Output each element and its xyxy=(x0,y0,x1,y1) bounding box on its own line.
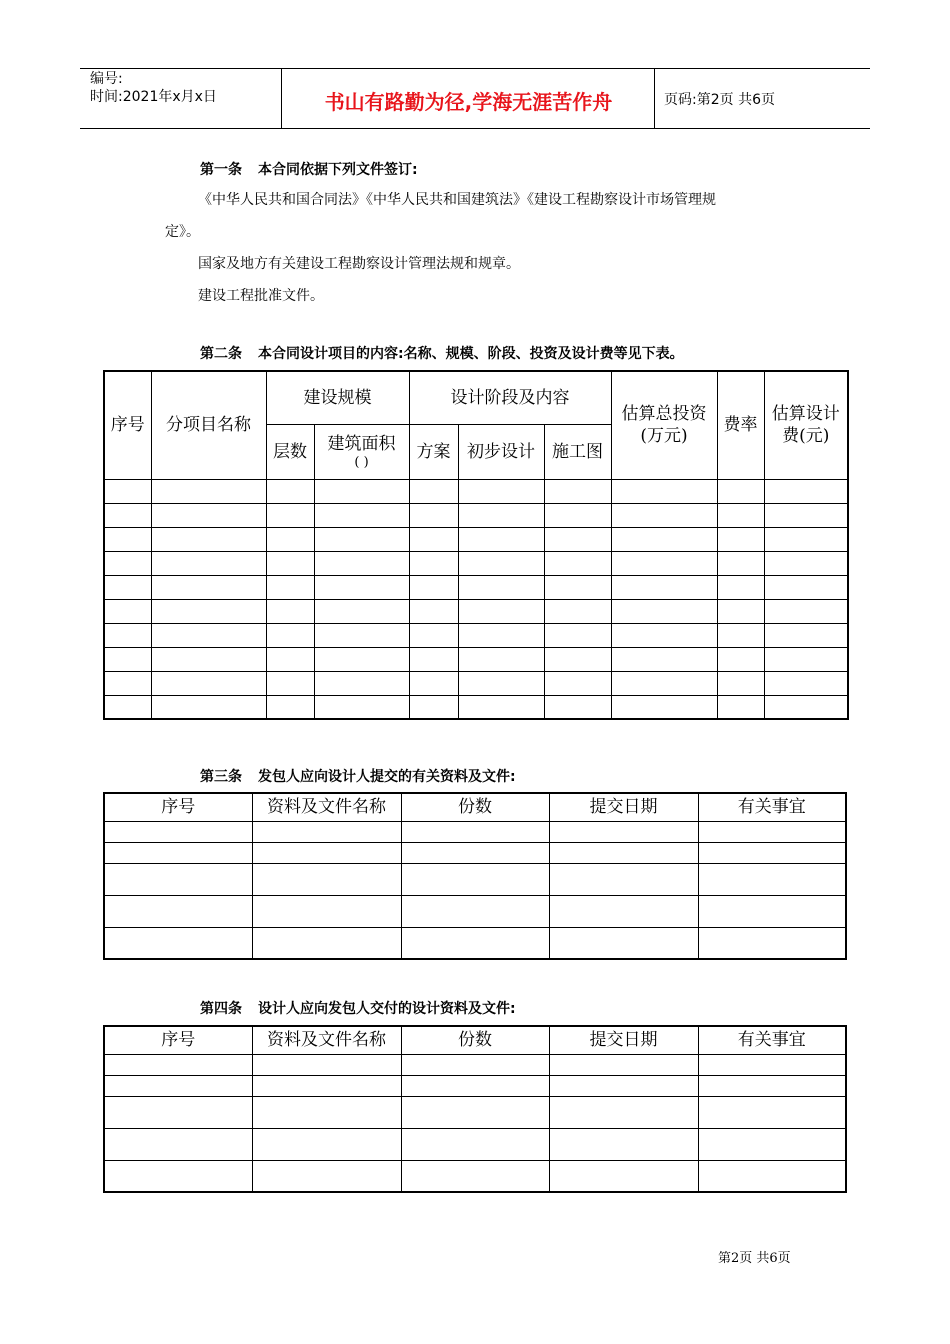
table-cell[interactable] xyxy=(104,1160,252,1192)
table-cell[interactable] xyxy=(401,863,549,895)
table-cell[interactable] xyxy=(717,599,764,623)
table-cell[interactable] xyxy=(151,695,266,719)
table-cell[interactable] xyxy=(409,527,458,551)
article4-heading xyxy=(200,998,516,1018)
table-cell[interactable] xyxy=(764,623,848,647)
article3-title: 发包人应向设计人提交的有关资料及文件: xyxy=(258,769,516,785)
table-row xyxy=(104,842,846,863)
table-cell[interactable] xyxy=(151,671,266,695)
table-cell[interactable] xyxy=(104,503,151,527)
article4-title: 设计人应向发包人交付的设计资料及文件: xyxy=(258,1001,516,1017)
table-cell[interactable] xyxy=(401,927,549,959)
article1-line2: 定》。 xyxy=(165,224,200,240)
table-cell[interactable] xyxy=(401,842,549,863)
header-cell-doc-name: 资料及文件名称 xyxy=(252,1026,401,1054)
table-row xyxy=(104,599,848,623)
client-documents-table xyxy=(103,792,847,960)
table-cell[interactable] xyxy=(717,671,764,695)
table-cell[interactable] xyxy=(401,1054,549,1075)
document-time: 时间:2021年x月x日 xyxy=(90,89,217,105)
table-cell[interactable] xyxy=(104,599,151,623)
table-cell[interactable] xyxy=(611,479,717,503)
table-cell[interactable] xyxy=(104,623,151,647)
article1-line1: 《中华人民共和国合同法》《中华人民共和国建筑法》《建设工程勘察设计市场管理规 xyxy=(198,192,716,208)
table-cell[interactable] xyxy=(401,1075,549,1096)
table-cell[interactable] xyxy=(151,551,266,575)
table-row xyxy=(104,1054,846,1075)
table-cell[interactable] xyxy=(104,575,151,599)
table-cell[interactable] xyxy=(314,551,409,575)
table-cell[interactable] xyxy=(314,575,409,599)
article2-heading xyxy=(200,343,684,363)
header-cell-prelim: 初步设计 xyxy=(458,424,544,479)
table-row xyxy=(104,863,846,895)
table-cell[interactable] xyxy=(458,623,544,647)
table-cell[interactable] xyxy=(549,1096,698,1128)
header-cell-scheme: 方案 xyxy=(409,424,458,479)
header-cell-investment xyxy=(611,371,717,479)
table-cell[interactable] xyxy=(104,695,151,719)
header-cell-date: 提交日期 xyxy=(549,1026,698,1054)
table-cell[interactable] xyxy=(549,895,698,927)
table-cell[interactable] xyxy=(717,503,764,527)
article2-number: 第二条 xyxy=(200,346,242,362)
table-cell[interactable] xyxy=(549,1160,698,1192)
table-cell[interactable] xyxy=(764,575,848,599)
header-cell-date: 提交日期 xyxy=(549,793,698,821)
project-content-table xyxy=(103,370,849,720)
header-cell-matters: 有关事宜 xyxy=(698,793,846,821)
table-cell[interactable] xyxy=(611,551,717,575)
header-cell-seq: 序号 xyxy=(104,793,252,821)
article1-line3: 国家及地方有关建设工程勘察设计管理法规和规章。 xyxy=(198,256,520,272)
table-cell[interactable] xyxy=(764,671,848,695)
table-cell[interactable] xyxy=(151,647,266,671)
table-cell[interactable] xyxy=(544,695,611,719)
header-motto: 书山有路勤为径,学海无涯苦作舟 xyxy=(324,90,613,114)
table-cell[interactable] xyxy=(458,527,544,551)
table-cell[interactable] xyxy=(764,695,848,719)
article4-number: 第四条 xyxy=(200,1001,242,1017)
header-cell-copies: 份数 xyxy=(401,793,549,821)
table-row xyxy=(104,1075,846,1096)
table-cell[interactable] xyxy=(409,599,458,623)
article3-number: 第三条 xyxy=(200,769,242,785)
table-cell[interactable] xyxy=(104,1075,252,1096)
table-cell[interactable] xyxy=(409,479,458,503)
footer-page-number: 第2页 共6页 xyxy=(718,1251,791,1266)
area-label: 建筑面积 xyxy=(327,433,396,454)
table-cell[interactable] xyxy=(266,575,314,599)
table-cell[interactable] xyxy=(458,551,544,575)
header-cell-rate: 费率 xyxy=(717,371,764,479)
table-cell[interactable] xyxy=(314,527,409,551)
table-cell[interactable] xyxy=(266,647,314,671)
table-cell[interactable] xyxy=(544,623,611,647)
table-cell[interactable] xyxy=(266,671,314,695)
table-cell[interactable] xyxy=(764,647,848,671)
table-cell[interactable] xyxy=(698,927,846,959)
table-cell[interactable] xyxy=(458,671,544,695)
table-cell[interactable] xyxy=(252,895,401,927)
table-row xyxy=(104,575,848,599)
table-cell[interactable] xyxy=(266,503,314,527)
table-cell[interactable] xyxy=(549,821,698,842)
header-cell-scale: 建设规模 xyxy=(266,371,409,424)
table-cell[interactable] xyxy=(104,927,252,959)
table-row xyxy=(104,623,848,647)
table-cell[interactable] xyxy=(409,671,458,695)
table-row xyxy=(104,647,848,671)
table-cell[interactable] xyxy=(698,1096,846,1128)
table-cell[interactable] xyxy=(252,842,401,863)
table-cell[interactable] xyxy=(698,1128,846,1160)
document-number: 编号: xyxy=(90,71,123,87)
fee-unit: 费(元) xyxy=(782,426,830,447)
header-cell-fee xyxy=(764,371,848,479)
article3-heading xyxy=(200,766,516,786)
header-page-number: 页码:第2页 共6页 xyxy=(664,92,775,108)
table-cell[interactable] xyxy=(611,647,717,671)
table-cell[interactable] xyxy=(717,623,764,647)
table-cell[interactable] xyxy=(104,647,151,671)
table-cell[interactable] xyxy=(717,575,764,599)
table-row xyxy=(104,1128,846,1160)
table-cell[interactable] xyxy=(314,479,409,503)
table-cell[interactable] xyxy=(314,599,409,623)
header-top-rule xyxy=(80,68,870,69)
table-cell[interactable] xyxy=(104,842,252,863)
table-cell[interactable] xyxy=(549,1075,698,1096)
table-cell[interactable] xyxy=(611,695,717,719)
investment-label: 估算总投资 xyxy=(621,404,707,425)
table-row xyxy=(104,551,848,575)
header-cell-item-name: 分项目名称 xyxy=(151,371,266,479)
table-cell[interactable] xyxy=(764,551,848,575)
table-cell[interactable] xyxy=(409,503,458,527)
table-cell[interactable] xyxy=(409,695,458,719)
table-cell[interactable] xyxy=(611,671,717,695)
table-cell[interactable] xyxy=(549,1054,698,1075)
table-cell[interactable] xyxy=(717,647,764,671)
header-cell-doc-name: 资料及文件名称 xyxy=(252,793,401,821)
table-cell[interactable] xyxy=(698,1160,846,1192)
header-cell-floors: 层数 xyxy=(266,424,314,479)
table-cell[interactable] xyxy=(266,527,314,551)
table-cell[interactable] xyxy=(549,1128,698,1160)
table-cell[interactable] xyxy=(458,647,544,671)
article1-heading xyxy=(200,159,418,179)
table-cell[interactable] xyxy=(252,1160,401,1192)
header-cell-stage: 设计阶段及内容 xyxy=(409,371,611,424)
table-cell[interactable] xyxy=(458,599,544,623)
table-cell[interactable] xyxy=(717,551,764,575)
table-cell[interactable] xyxy=(544,551,611,575)
table-cell[interactable] xyxy=(104,479,151,503)
table-cell[interactable] xyxy=(611,527,717,551)
table-cell[interactable] xyxy=(252,927,401,959)
table-cell[interactable] xyxy=(314,671,409,695)
table-cell[interactable] xyxy=(252,1054,401,1075)
table-cell[interactable] xyxy=(401,1160,549,1192)
header-bottom-rule xyxy=(80,128,870,129)
header-cell-seq: 序号 xyxy=(104,1026,252,1054)
table-row xyxy=(104,1096,846,1128)
table-cell[interactable] xyxy=(151,479,266,503)
table-row xyxy=(104,895,846,927)
table-cell[interactable] xyxy=(544,575,611,599)
table-cell[interactable] xyxy=(611,575,717,599)
table-cell[interactable] xyxy=(151,527,266,551)
article1-title: 本合同依据下列文件签订: xyxy=(258,162,418,178)
table-cell[interactable] xyxy=(549,927,698,959)
table-cell[interactable] xyxy=(252,1096,401,1128)
table-cell[interactable] xyxy=(717,479,764,503)
table-cell[interactable] xyxy=(544,503,611,527)
table-cell[interactable] xyxy=(549,842,698,863)
table-cell[interactable] xyxy=(266,695,314,719)
table-cell[interactable] xyxy=(544,527,611,551)
table-cell[interactable] xyxy=(544,479,611,503)
table-cell[interactable] xyxy=(764,503,848,527)
table-cell[interactable] xyxy=(764,479,848,503)
table-row xyxy=(104,927,846,959)
table-cell[interactable] xyxy=(698,895,846,927)
table-cell[interactable] xyxy=(104,671,151,695)
table-cell[interactable] xyxy=(314,695,409,719)
table-cell[interactable] xyxy=(764,599,848,623)
table-cell[interactable] xyxy=(401,821,549,842)
table-cell[interactable] xyxy=(266,599,314,623)
header-cell-area xyxy=(314,424,409,479)
table-cell[interactable] xyxy=(104,821,252,842)
table-cell[interactable] xyxy=(266,623,314,647)
table-cell[interactable] xyxy=(717,695,764,719)
table-row xyxy=(104,821,846,842)
table-row xyxy=(104,1160,846,1192)
table-cell[interactable] xyxy=(252,1075,401,1096)
table-cell[interactable] xyxy=(611,599,717,623)
table-cell[interactable] xyxy=(314,647,409,671)
table-cell[interactable] xyxy=(151,599,266,623)
table-cell[interactable] xyxy=(104,895,252,927)
investment-unit: (万元) xyxy=(640,426,688,447)
table-cell[interactable] xyxy=(266,551,314,575)
fee-label: 估算设计 xyxy=(771,404,840,425)
table-cell[interactable] xyxy=(104,551,151,575)
table-cell[interactable] xyxy=(151,623,266,647)
table-cell[interactable] xyxy=(549,863,698,895)
table-cell[interactable] xyxy=(544,647,611,671)
article1-line4: 建设工程批准文件。 xyxy=(198,288,324,304)
designer-deliverables-table xyxy=(103,1025,847,1193)
table-row xyxy=(104,527,848,551)
table-cell[interactable] xyxy=(104,527,151,551)
table-cell[interactable] xyxy=(611,623,717,647)
article1-number: 第一条 xyxy=(200,162,242,178)
table-cell[interactable] xyxy=(458,575,544,599)
header-cell-matters: 有关事宜 xyxy=(698,1026,846,1054)
table-cell[interactable] xyxy=(698,1075,846,1096)
table-cell[interactable] xyxy=(717,527,764,551)
table-cell[interactable] xyxy=(698,821,846,842)
table-cell[interactable] xyxy=(401,1096,549,1128)
table-cell[interactable] xyxy=(266,479,314,503)
table-cell[interactable] xyxy=(409,575,458,599)
table-cell[interactable] xyxy=(314,623,409,647)
table-cell[interactable] xyxy=(458,695,544,719)
header-cell-copies: 份数 xyxy=(401,1026,549,1054)
table-cell[interactable] xyxy=(544,671,611,695)
table-cell[interactable] xyxy=(104,1128,252,1160)
header-cell-construction: 施工图 xyxy=(544,424,611,479)
table-cell[interactable] xyxy=(104,1054,252,1075)
article2-title: 本合同设计项目的内容:名称、规模、阶段、投资及设计费等见下表。 xyxy=(258,346,684,362)
table-row xyxy=(104,503,848,527)
table-cell[interactable] xyxy=(252,821,401,842)
table-cell[interactable] xyxy=(252,1128,401,1160)
table-cell[interactable] xyxy=(764,527,848,551)
header-cell-seq: 序号 xyxy=(104,371,151,479)
table-cell[interactable] xyxy=(698,863,846,895)
table-cell[interactable] xyxy=(151,503,266,527)
table-cell[interactable] xyxy=(544,599,611,623)
table-cell[interactable] xyxy=(401,1128,549,1160)
area-unit: ( ) xyxy=(354,454,369,470)
table-cell[interactable] xyxy=(698,842,846,863)
table-row xyxy=(104,479,848,503)
table-row xyxy=(104,671,848,695)
table-cell[interactable] xyxy=(104,863,252,895)
table-cell[interactable] xyxy=(611,503,717,527)
table-cell[interactable] xyxy=(409,551,458,575)
table-cell[interactable] xyxy=(458,479,544,503)
table-cell[interactable] xyxy=(104,1096,252,1128)
table-cell[interactable] xyxy=(401,895,549,927)
table-cell[interactable] xyxy=(314,503,409,527)
table-cell[interactable] xyxy=(409,647,458,671)
table-cell[interactable] xyxy=(698,1054,846,1075)
table-cell[interactable] xyxy=(252,863,401,895)
table-cell[interactable] xyxy=(151,575,266,599)
table-cell[interactable] xyxy=(409,623,458,647)
table-row xyxy=(104,695,848,719)
table-cell[interactable] xyxy=(458,503,544,527)
